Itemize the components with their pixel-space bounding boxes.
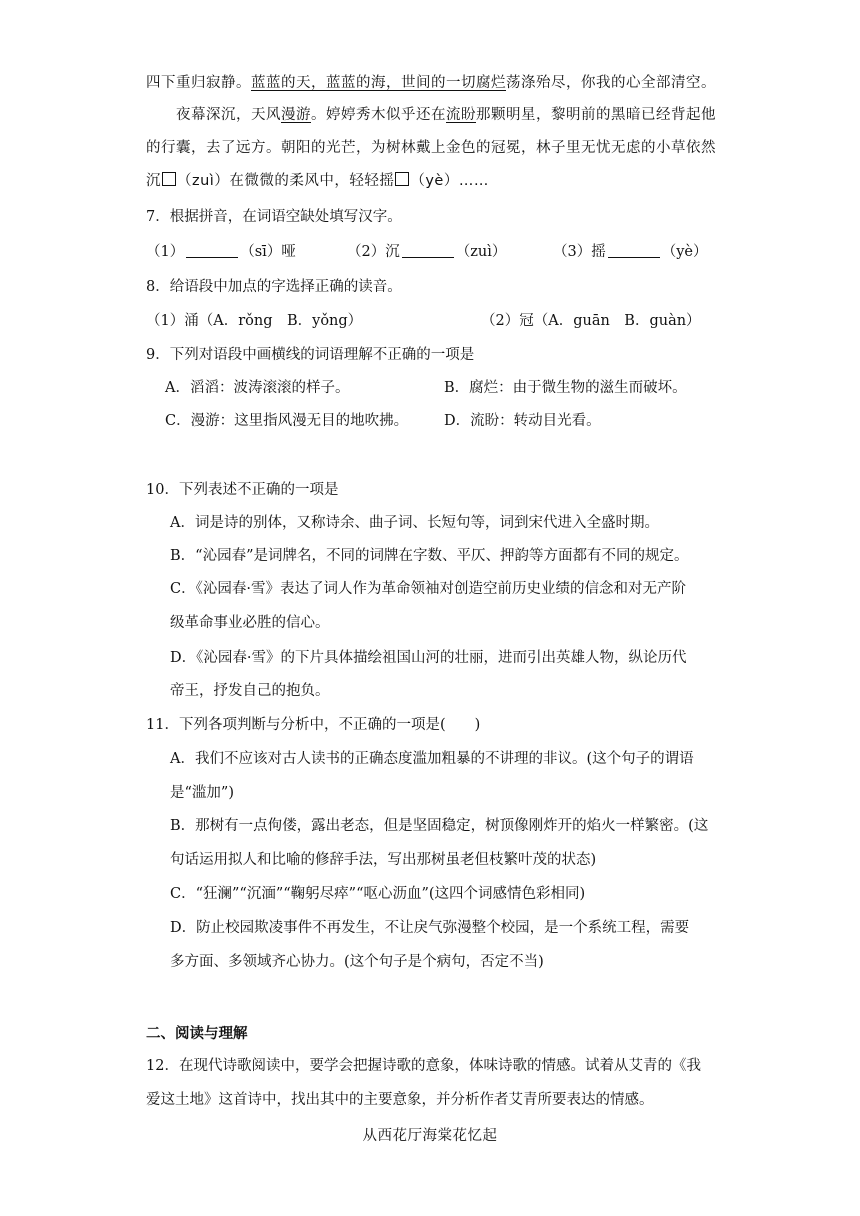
q10-option-d-cont: 帝王，抒发自己的抱负。 [170,683,330,699]
item-label: （3）摇 [553,244,606,260]
q10-option-b[interactable]: B．“沁园春”是词牌名，不同的词牌在字数、平仄、押韵等方面都有不同的规定。 [170,548,689,564]
passage-text: 荡涤殆尽，你我的心全部清空。 [506,75,716,91]
q8-stem: 8．给语段中加点的字选择正确的读音。 [146,279,402,295]
passage-text: （zuì）在微微的柔风中，轻轻摇 [177,173,395,189]
q9-option-b[interactable]: B．腐烂：由于微生物的滋生而破坏。 [444,380,687,396]
passage-text: 的行囊，去了远方。朝阳的光芒，为树林戴上金色的冠冕，林子里无忧无虑的小草依然 [146,140,716,156]
q12-stem-cont: 爱这土地》这首诗中，找出其中的主要意象，并分析作者艾青所要表达的情感。 [146,1092,654,1108]
q11-option-d[interactable]: D．防止校园欺凌事件不再发生，不让戾气弥漫整个校园，是一个系统工程，需要 [170,920,690,936]
underlined-word: 漫游 [281,107,311,123]
section-title: 二、阅读与理解 [146,1025,248,1042]
underlined-word: 流盼 [446,107,476,123]
passage-line-4 [146,171,489,191]
q9-option-c[interactable]: C．漫游：这里指风漫无目的地吹拂。 [165,413,409,429]
answer-blank[interactable] [186,243,238,258]
q11-option-a-cont: 是“滥加”) [170,785,234,801]
passage-line-3 [146,138,716,158]
q10-option-c-cont: 级革命事业必胜的信心。 [170,615,330,631]
q10-option-c[interactable]: C．《沁园春·雪》表达了词人作为革命领袖对创造空前历史业绩的信念和对无产阶 [170,581,686,597]
passage-text: （yè）…… [410,173,489,189]
q8-item-2: （2）冠（A．guān B．guàn） [481,313,701,329]
q12-stem: 12．在现代诗歌阅读中，要学会把握诗歌的意象，体味诗歌的情感。试着从艾青的《我 [146,1058,701,1074]
q9-option-a[interactable]: A．滔滔：波涛滚滚的样子。 [165,380,350,396]
q11-stem: 11．下列各项判断与分析中，不正确的一项是( ) [146,717,481,733]
q11-option-c[interactable]: C．“狂澜”“沉湎”“鞠躬尽瘁”“呕心沥血”(这四个词感情色彩相同) [170,886,586,902]
blank-box[interactable] [162,172,176,186]
q9-option-d[interactable]: D．流盼：转动目光看。 [444,413,601,429]
q10-option-d[interactable]: D．《沁园春·雪》的下片具体描绘祖国山河的壮丽，进而引出英雄人物，纵论历代 [170,650,687,666]
passage-text: 那颗明星，黎明前的黑暗已经背起他 [476,107,716,123]
item-text: （yè） [661,244,708,260]
q11-option-b[interactable]: B．那树有一点佝偻，露出老态，但是坚固稳定，树顶像刚炸开的焰火一样繁密。(这 [170,818,709,834]
q11-option-d-cont: 多方面、多领域齐心协力。(这个句子是个病句，否定不当) [170,954,544,970]
q9-stem: 9．下列对语段中画横线的词语理解不正确的一项是 [146,347,475,363]
passage-text: 夜幕深沉，天风 [176,107,281,123]
passage-line-2 [176,105,716,125]
passage-line-1 [146,73,716,93]
item-text: （sī）哑 [240,244,296,260]
q7-item-2 [347,242,506,262]
q10-option-a[interactable]: A．词是诗的别体，又称诗余、曲子词、长短句等，词到宋代进入全盛时期。 [170,515,659,531]
underlined-word: 腐烂 [476,75,506,91]
passage-text: 。婷婷秀木似乎还在 [311,107,446,123]
q7-stem: 7．根据拼音，在词语空缺处填写汉字。 [146,209,402,225]
q7-item-1 [146,242,296,262]
q10-stem: 10．下列表述不正确的一项是 [146,482,339,498]
q8-item-1: （1）涌（A．rǒng B．yǒng） [146,313,363,329]
answer-blank[interactable] [402,243,454,258]
item-label: （2）沉 [347,244,400,260]
q11-option-b-cont: 句话运用拟人和比喻的修辞手法，写出那树虽老但枝繁叶茂的状态) [170,852,597,868]
q7-item-3 [553,242,708,262]
passage-text: 沉 [146,173,161,189]
q11-option-a[interactable]: A．我们不应该对古人读书的正确态度滥加粗暴的不讲理的非议。(这个句子的谓语 [170,751,694,767]
answer-blank[interactable] [608,243,660,258]
blank-box[interactable] [395,172,409,186]
passage-text: 蓝蓝的天，蓝蓝的海，世间的一切 [251,75,476,91]
article-title: 从西花厅海棠花忆起 [362,1128,498,1144]
passage-text: 四下重归寂静。 [146,75,251,91]
item-label: （1） [146,244,185,260]
item-text: （zuì） [455,244,507,260]
